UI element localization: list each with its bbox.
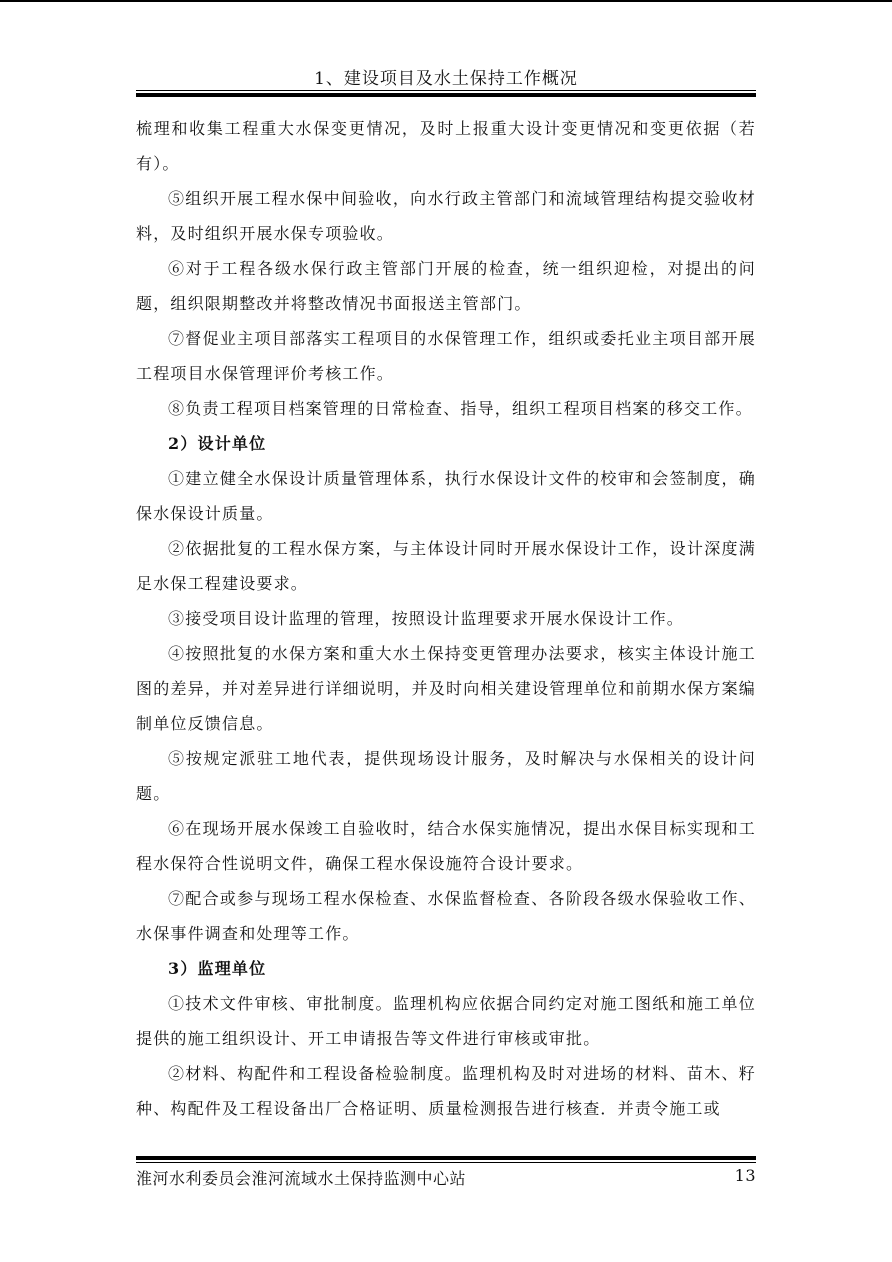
paragraph: ④按照批复的水保方案和重大水土保持变更管理办法要求，核实主体设计施工图的差异，并对差异进行详细说明，并及时向相关建设管理单位和前期水保方案编制单位反馈信息。	[136, 644, 756, 733]
paragraph: ⑦配合或参与现场工程水保检查、水保监督检查、各阶段各级水保验收工作、水保事件调查和处理等工作。	[136, 889, 756, 943]
paragraph: ①技术文件审核、审批制度。监理机构应依据合同约定对施工图纸和施工单位提供的施工组织设计、开工申请报告等文件进行审核或审批。	[136, 994, 756, 1048]
body-text	[136, 111, 756, 1126]
paragraph: ⑤组织开展工程水保中间验收，向水行政主管部门和流域管理结构提交验收材料，及时组织开展水保专项验收。	[136, 189, 756, 243]
page-number: 13	[734, 1166, 756, 1185]
running-footer	[136, 1166, 756, 1189]
paragraph: ②依据批复的工程水保方案，与主体设计同时开展水保设计工作，设计深度满足水保工程建设要求。	[136, 539, 756, 593]
header-rule-thick	[136, 93, 756, 97]
section-heading-design-unit: 2）设计单位	[168, 434, 267, 453]
paragraph-continuation: 梳理和收集工程重大水保变更情况，及时上报重大设计变更情况和变更依据（若有）。	[136, 119, 756, 173]
paragraph: ⑧负责工程项目档案管理的日常检查、指导，组织工程项目档案的移交工作。	[168, 399, 753, 418]
running-header: 1、建设项目及水土保持工作概况	[314, 69, 578, 89]
paragraph: ③接受项目设计监理的管理，按照设计监理要求开展水保设计工作。	[168, 609, 685, 628]
paragraph: ⑦督促业主项目部落实工程项目的水保管理工作，组织或委托业主项目部开展工程项目水保管理评价考核工作。	[136, 329, 756, 383]
footer-rule-thin	[136, 1162, 756, 1163]
header-rule-thin	[136, 90, 756, 91]
paragraph: ①建立健全水保设计质量管理体系，执行水保设计文件的校审和会签制度，确保水保设计质量。	[136, 469, 756, 523]
paragraph: ⑥对于工程各级水保行政主管部门开展的检查，统一组织迎检，对提出的问题，组织限期整改并将整改情况书面报送主管部门。	[136, 259, 756, 313]
paragraph: ⑥在现场开展水保竣工自验收时，结合水保实施情况，提出水保目标实现和工程水保符合性说明文件，确保工程水保设施符合设计要求。	[136, 819, 756, 873]
paragraph: ②材料、构配件和工程设备检验制度。监理机构及时对进场的材料、苗木、籽种、构配件及工程设备出厂合格证明、质量检测报告进行核查．并责令施工或	[136, 1064, 756, 1118]
section-heading-supervision-unit: 3）监理单位	[168, 959, 267, 978]
paragraph: ⑤按规定派驻工地代表，提供现场设计服务，及时解决与水保相关的设计问题。	[136, 749, 756, 803]
footer-rule-thick	[136, 1156, 756, 1160]
page-top-border	[0, 0, 892, 2]
footer-organization: 淮河水利委员会淮河流域水土保持监测中心站	[136, 1169, 467, 1188]
